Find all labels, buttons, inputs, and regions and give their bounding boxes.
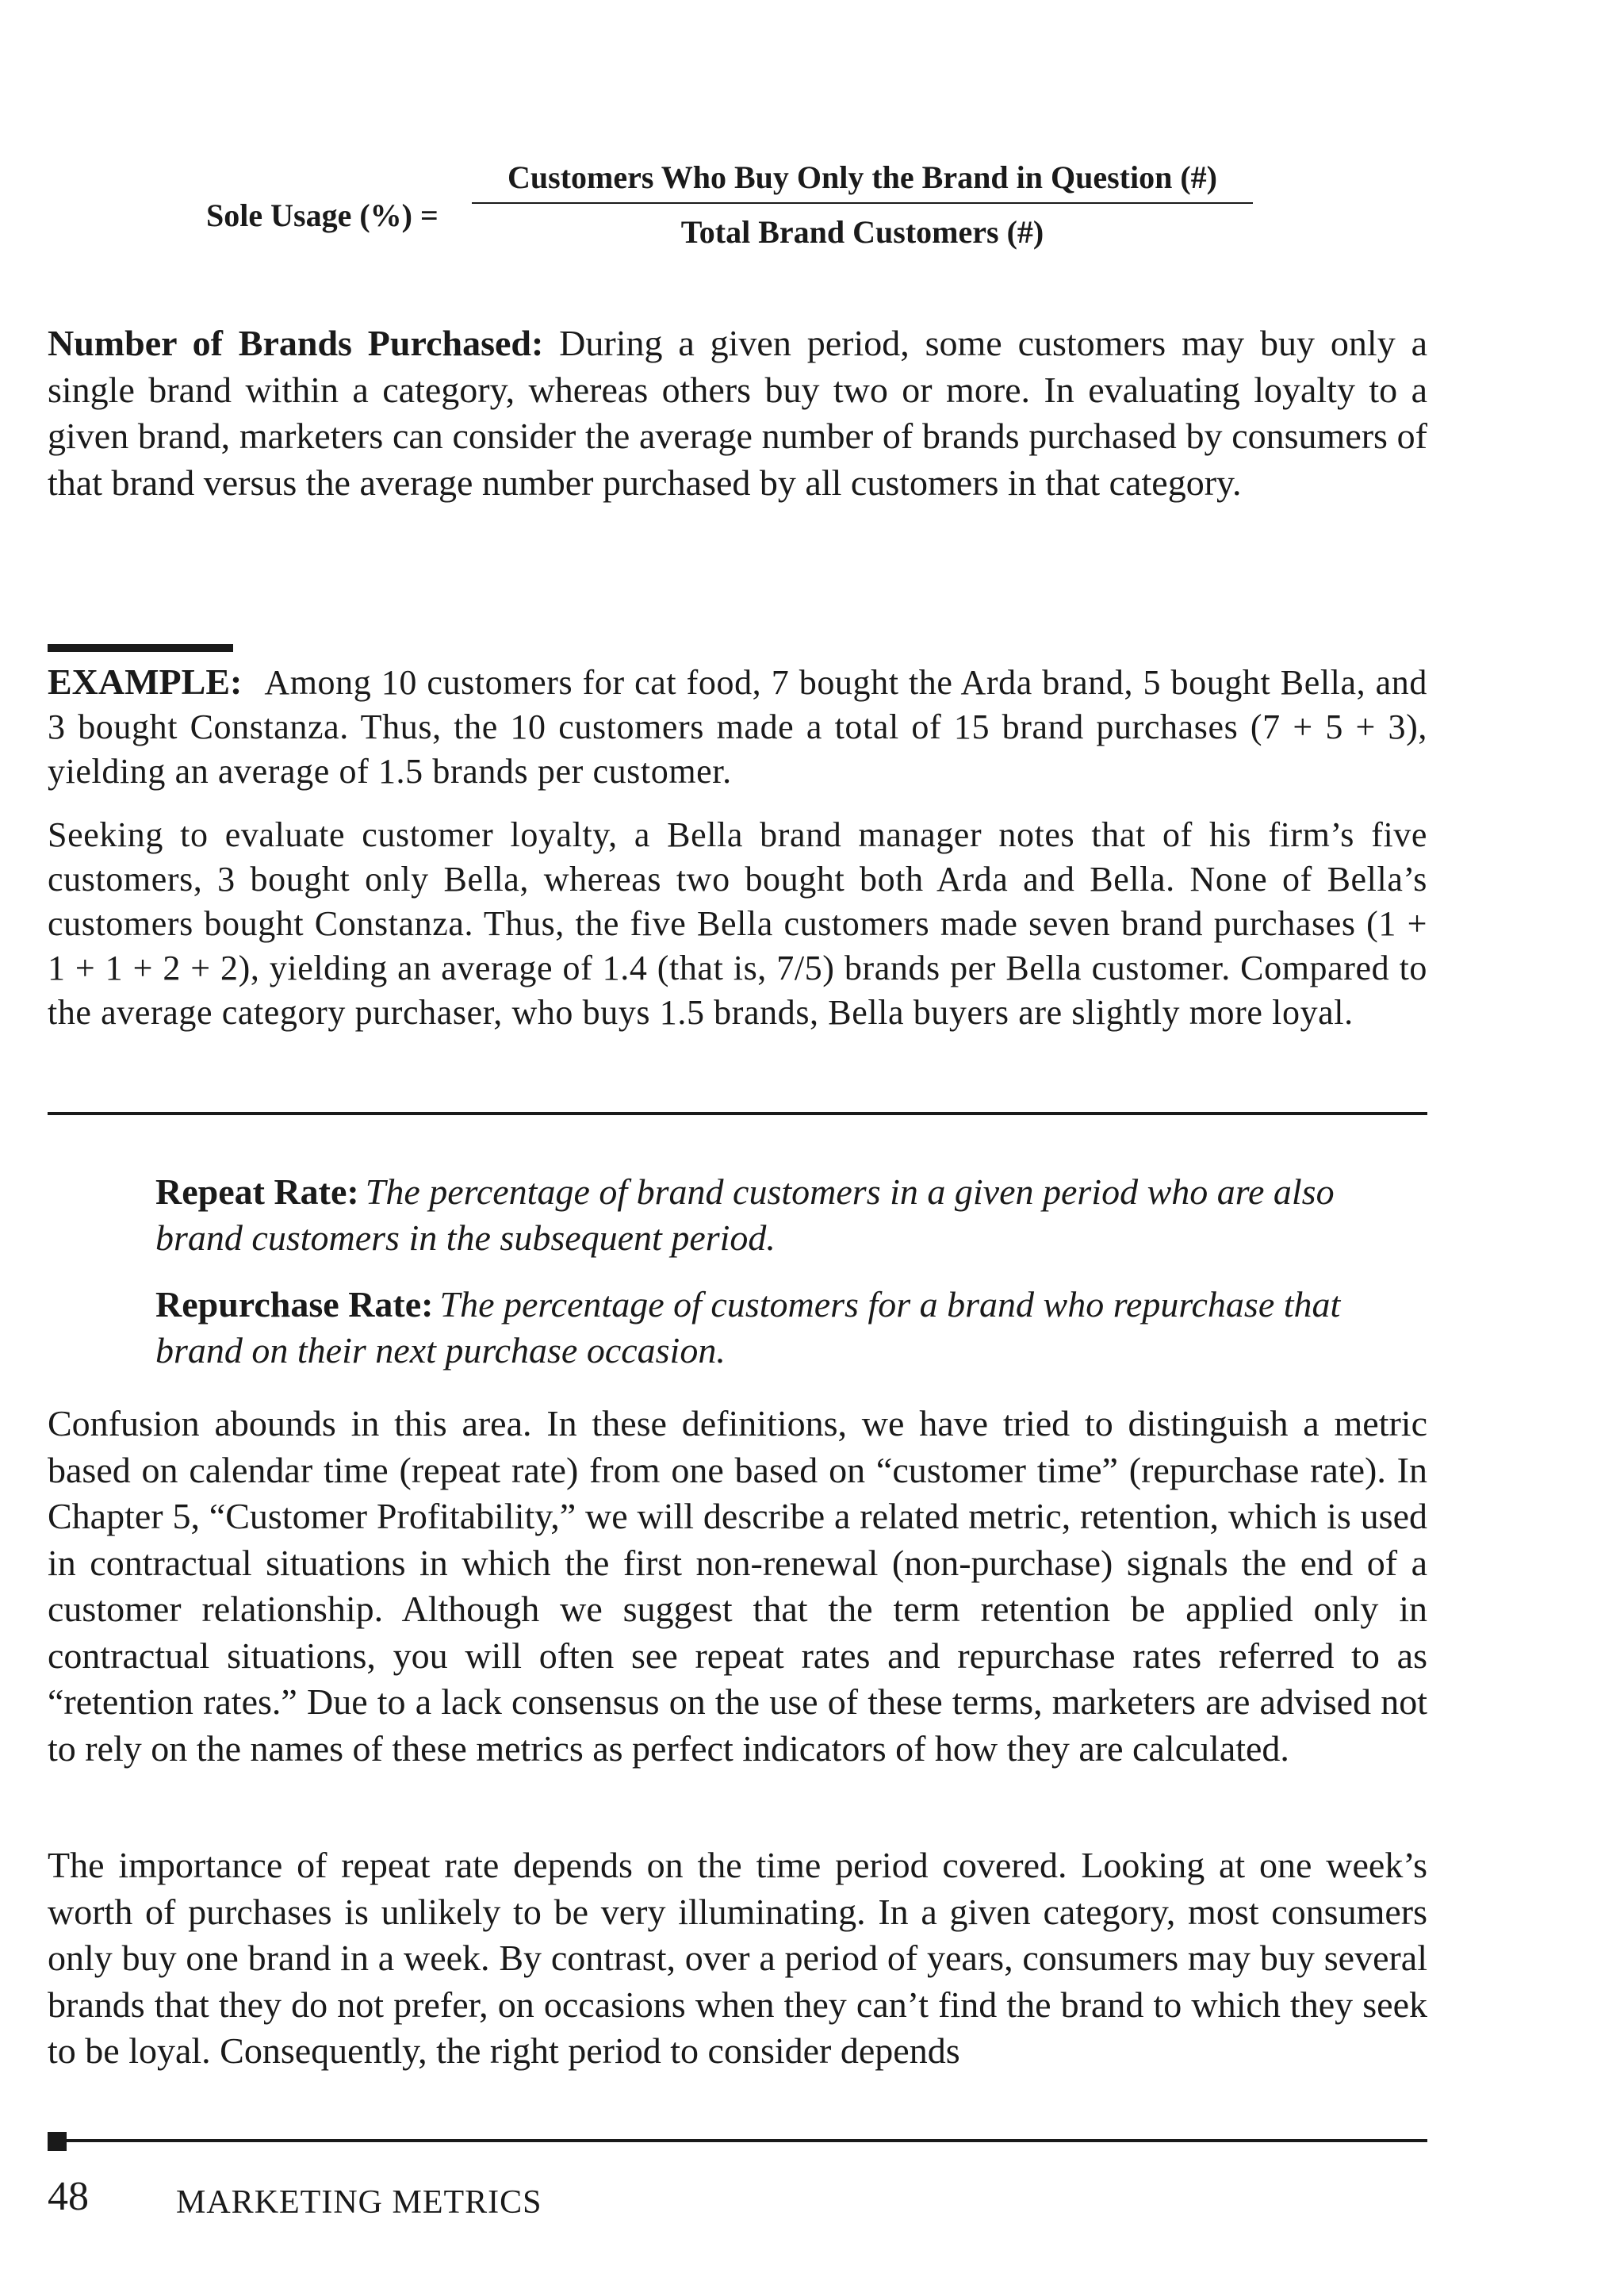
definitions-block	[155, 1169, 1427, 1374]
brands-purchased-term: Number of Brands Purchased:	[48, 323, 544, 363]
formula-denominator: Total Brand Customers (#)	[680, 214, 1044, 250]
definition-term: Repurchase Rate:	[155, 1284, 434, 1325]
definition-term: Repeat Rate:	[155, 1171, 359, 1212]
formula-fraction	[472, 159, 1253, 251]
definition-repurchase-rate	[155, 1282, 1427, 1374]
example-box	[48, 660, 1427, 1035]
body-paragraph-importance: The importance of repeat rate depends on the time period covered. Looking at one week’s worth of purchases is unlikely to be very illuminating. In a given category, most consumers only buy one brand in a week. By contrast, over a period of years, consumers may buy several brands that they do not prefer, on occasions when they can’t find the brand to which they seek to be loyal. Consequently, the right period to consider depends	[48, 1845, 1427, 2071]
definition-repeat-rate	[155, 1169, 1427, 1261]
example-top-rule	[48, 644, 233, 652]
formula-lhs: Sole Usage (%) =	[206, 197, 439, 233]
definition-text: The percentage of customers for a brand who repurchase that brand on their next purchase occasion.	[155, 1284, 1341, 1371]
brands-purchased-paragraph	[48, 320, 1427, 506]
example-paragraph-1	[48, 660, 1427, 794]
running-title: MARKETING METRICS	[176, 2184, 542, 2221]
definition-text: The percentage of brand customers in a given period who are also brand customers in the subsequent period.	[155, 1171, 1335, 1258]
footer-rule	[48, 2139, 1427, 2142]
example-label: EXAMPLE:	[48, 661, 243, 702]
brands-purchased-text: During a given period, some customers may buy only a single brand within a category, whereas others buy two or more. In evaluating loyalty to a given brand, marketers can consider the average number of brands purchased by consumers of that brand versus the average number purchased by all customers in that category.	[48, 323, 1427, 503]
example-bottom-rule	[48, 1112, 1427, 1115]
sole-usage-formula	[190, 159, 1300, 278]
example-text-1: Among 10 customers for cat food, 7 bought the Arda brand, 5 bought Bella, and 3 bought Constanza. Thus, the 10 customers made a total of 15 brand purchases (7 + 5 + 3), yielding an average of 1.5 brands per customer.	[48, 663, 1427, 791]
example-paragraph-2: Seeking to evaluate customer loyalty, a Bella brand manager notes that of his firm’s five customers, 3 bought only Bella, whereas two bought both Arda and Bella. None of Bella’s customers bought Constanza. Thus, the five Bella customers made seven brand purchases (1 + 1 + 1 + 2 + 2), yielding an average of 1.4 (that is, 7/5) brands per Bella customer. Compared to the average category purchaser, who buys 1.5 brands, Bella buyers are slightly more loyal.	[48, 815, 1427, 1032]
formula-numerator: Customers Who Buy Only the Brand in Question (#)	[508, 159, 1217, 195]
body-paragraph-confusion: Confusion abounds in this area. In these definitions, we have tried to distinguish a metric based on calendar time (repeat rate) from one based on “customer time” (repurchase rate). In Chapter 5, “Customer Profitability,” we will describe a related metric, retention, which is used in contractual situations in which the first non-renewal (non-purchase) signals the end of a customer relationship. Although we suggest that the term retention be applied only in contractual situations, you will often see repeat rates and repurchase rates referred to as “retention rates.” Due to a lack consensus on the use of these terms, marketers are advised not to rely on the names of these metrics as perfect indicators of how they are calculated.	[48, 1403, 1427, 1769]
page-number: 48	[48, 2174, 89, 2219]
